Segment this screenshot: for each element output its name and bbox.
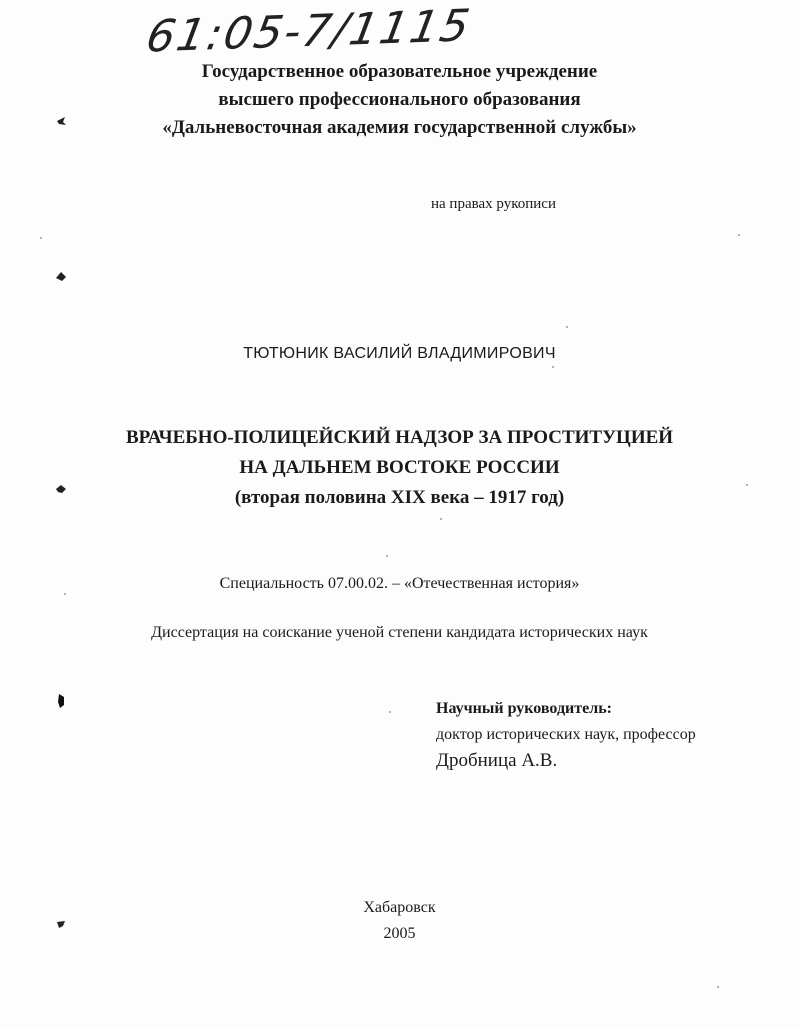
year: 2005 — [383, 925, 416, 942]
scan-speck — [440, 518, 442, 520]
margin-mark-icon — [55, 115, 67, 127]
archive-number-handwritten: 61:05-7/1115 — [142, 0, 476, 63]
scan-speck — [64, 593, 66, 595]
city: Хабаровск — [363, 899, 436, 916]
margin-mark-icon — [55, 918, 67, 930]
margin-mark-icon — [55, 483, 67, 495]
institution-line-2: высшего профессионального образования — [218, 89, 581, 110]
degree-statement: Диссертация на соискание ученой степени кандидата исторических наук — [151, 624, 648, 641]
manuscript-rights: на правах рукописи — [431, 196, 556, 212]
dissertation-title-line-2: НА ДАЛЬНЕМ ВОСТОКЕ РОССИИ — [239, 457, 560, 478]
dissertation-title-line-3: (вторая половина XIX века – 1917 год) — [234, 487, 565, 508]
scan-speck — [738, 234, 740, 236]
scan-speck — [40, 237, 42, 239]
scan-speck — [746, 484, 748, 486]
author-name: ТЮТЮНИК ВАСИЛИЙ ВЛАДИМИРОВИЧ — [243, 345, 556, 362]
scan-speck — [717, 986, 719, 988]
supervisor-name: Дробница А.В. — [436, 750, 558, 771]
margin-mark-icon — [55, 693, 67, 709]
supervisor-label: Научный руководитель: — [436, 700, 612, 717]
supervisor-degree: доктор исторических наук, профессор — [436, 726, 696, 743]
scan-speck — [552, 366, 554, 368]
specialty: Специальность 07.00.02. – «Отечественная история» — [219, 575, 580, 592]
institution-line-3: «Дальневосточная академия государственной службы» — [162, 117, 637, 138]
margin-mark-icon — [55, 270, 67, 282]
scan-speck — [389, 711, 391, 713]
institution-line-1: Государственное образовательное учреждение — [201, 61, 598, 82]
scan-speck — [386, 555, 388, 557]
scan-speck — [566, 326, 568, 328]
dissertation-title-line-1: ВРАЧЕБНО-ПОЛИЦЕЙСКИЙ НАДЗОР ЗА ПРОСТИТУЦИЕЙ — [125, 427, 674, 448]
